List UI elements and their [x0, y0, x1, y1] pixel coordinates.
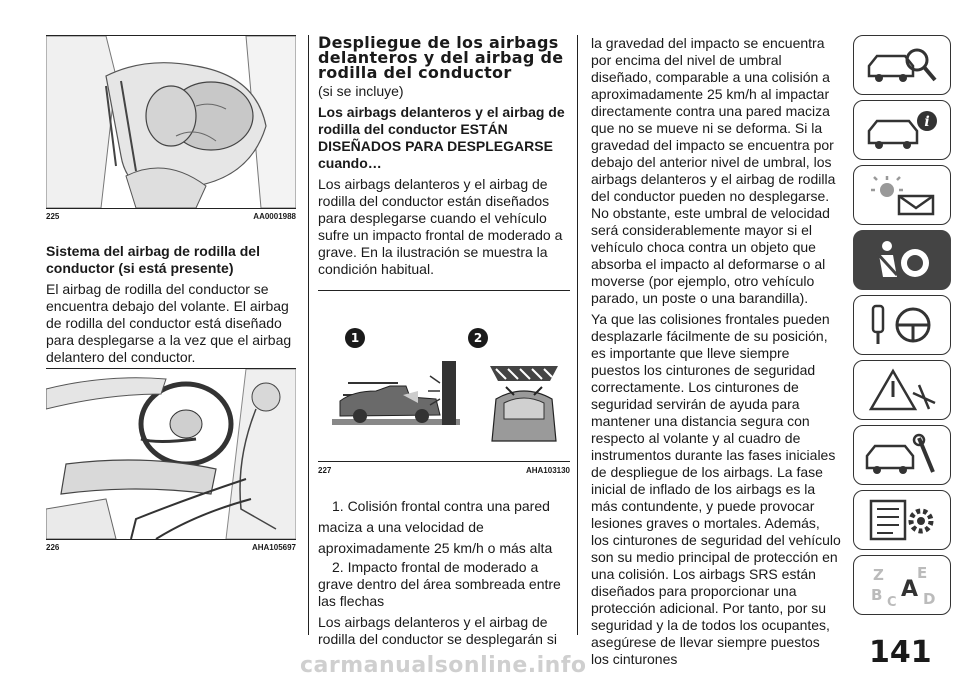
figure-227-caption — [318, 466, 570, 475]
figure-226-bottom-rule — [46, 539, 296, 540]
index-letter: C — [887, 595, 897, 608]
tab-key-steering-wheel[interactable] — [853, 295, 951, 355]
tab-car-magnifier[interactable] — [853, 35, 951, 95]
alphabet-index-icon — [863, 562, 941, 608]
car-info-icon — [863, 107, 941, 153]
figure-226-caption — [46, 543, 296, 552]
figure-225-illustration — [46, 36, 296, 208]
deploy-subheading: Los airbags delanteros y el airbag de rodilla del conductor ESTÁN DISEÑADOS PARA DESPLEGARSE cuando… — [318, 104, 565, 171]
tab-warning-lights[interactable] — [853, 165, 951, 225]
figure-227-bottom-rule — [318, 461, 570, 462]
watermark: carmanualsonline.info — [300, 653, 587, 678]
tab-specs-gear[interactable] — [853, 490, 951, 550]
deploy-list — [318, 496, 570, 652]
list-item: 2. Impacto frontal de moderado a grave dentro del área sombreada entre las flechas — [318, 559, 561, 609]
column-divider — [308, 35, 309, 635]
deploy-note: (si se incluye) — [318, 83, 404, 99]
key-steering-wheel-icon — [863, 302, 941, 348]
marker-1-label: 1 — [350, 331, 360, 345]
warning-lights-icon — [863, 172, 941, 218]
knee-airbag-body: El airbag de rodilla del conductor se encuentra debajo del volante. El airbag de rodilla del conductor está diseñado para desplegarse a la vez que el airbag delantero del conductor. — [46, 281, 292, 365]
column-divider — [577, 35, 578, 635]
index-letter: A — [901, 577, 919, 602]
figure-225-bottom-rule — [46, 208, 296, 209]
deploy-heading: Despliegue de los airbags delanteros y del airbag de rodilla del conductor — [318, 33, 564, 82]
tab-warning-triangle[interactable] — [853, 360, 951, 420]
index-letter: B — [871, 586, 883, 604]
figure-226-illustration — [46, 369, 296, 539]
tab-car-info[interactable] — [853, 100, 951, 160]
warning-triangle-icon — [863, 367, 941, 413]
figure-225-caption — [46, 212, 296, 221]
specs-gear-icon — [863, 497, 941, 543]
index-letter: D — [923, 590, 936, 608]
figure-code: AHA103130 — [525, 466, 570, 475]
right-paragraph-2: Ya que las colisiones frontales pueden desplazarle fácilmente de su posición, es importante que lleve siempre puestos los cinturones de seguridad correctamente. Los cinturones de seguridad servirán de ayuda para mantener una distancia segura con respecto al volante y al cuadro de instrumentos durante las fases iniciales de despliegue de los airbags. La fase inicial de inflado de los airbags es la más contundente, y puede provocar lesiones graves o mortales. Además, los cinturones de seguridad del vehículo son su medio principal de protección en una colisión. Los airbags SRS están diseñados para proporcionar una protección adicional. Por tanto, por su seguridad y la de todos los ocupantes, asegúrese de llevar siempre puestos los cinturones — [591, 311, 841, 667]
right-paragraph-1: la gravedad del impacto se encuentra por encima del nivel de umbral diseñado, comparable a una colisión a aproximadamente 25 km/h al impactar directamente contra una pared maciza que no se mueve ni se deforma. Si la gravedad del impacto se encuentra por debajo del anterior nivel de umbral, los airbags delanteros y el airbag de rodilla del conductor pueden no desplegarse. No obstante, este umbral de velocidad será considerablemente mayor si el vehículo choca contra un objeto que absorba el impacto al deformarse o al moverse (por ejemplo, otro vehículo parado, un poste o una barandilla). — [591, 35, 836, 306]
figure-number: 227 — [318, 466, 332, 475]
seatbelt-airbag-icon — [863, 237, 941, 283]
marker-2-label: 2 — [473, 331, 483, 345]
figure-number: 225 — [46, 212, 60, 221]
knee-airbag-heading: Sistema del airbag de rodilla del conductor (si está presente) — [46, 243, 260, 276]
tab-car-wrench[interactable] — [853, 425, 951, 485]
deploy-section — [318, 35, 570, 282]
figure-227-illustration — [318, 291, 570, 461]
car-wrench-icon — [863, 432, 941, 478]
tab-alphabet-index[interactable] — [853, 555, 951, 615]
tab-seatbelt-airbag[interactable] — [853, 230, 951, 290]
list-item: 1. Colisión frontal contra una pared maciza a una velocidad de aproximadamente 25 km/h o más alta — [318, 498, 553, 556]
car-magnifier-icon — [863, 42, 941, 88]
figure-code: AHA105697 — [251, 543, 296, 552]
index-letter: E — [917, 564, 928, 582]
index-letter: Z — [873, 566, 884, 584]
deploy-body: Los airbags delanteros y el airbag de rodilla del conductor están diseñados para desplegarse cuando el vehículo sufre un impacto frontal de moderado a grave. En la ilustración se muestra la condición habitual. — [318, 176, 563, 277]
knee-airbag-section — [46, 243, 298, 370]
right-text-column — [591, 35, 841, 672]
svg-text:i: i — [924, 114, 930, 130]
figure-number: 226 — [46, 543, 60, 552]
deploy-closing-fragment: Los airbags delanteros y el airbag de rodilla del conductor se desplegarán si — [318, 614, 557, 647]
figure-code: AA0001988 — [253, 212, 296, 221]
page-number: 141 — [869, 635, 932, 670]
